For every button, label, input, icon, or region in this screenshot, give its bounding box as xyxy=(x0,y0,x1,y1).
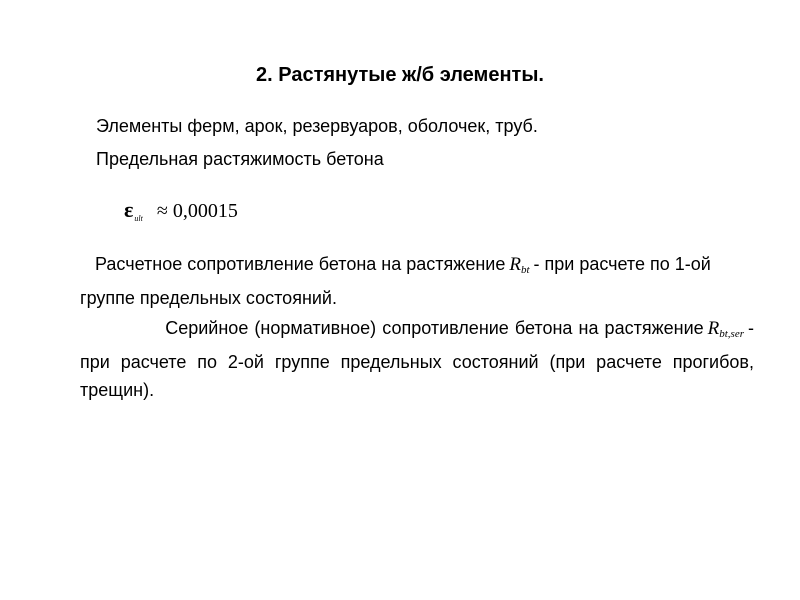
formula-epsilon-subscript: ult xyxy=(134,214,143,223)
paragraph-design-text-before: Расчетное сопротивление бетона на растяжение xyxy=(95,254,506,274)
symbol-rbt-ser-subscript: bt,ser xyxy=(719,328,744,340)
symbol-rbt-letter: R xyxy=(509,254,521,275)
paragraph-normative-resistance xyxy=(80,314,754,404)
paragraph-design-resistance xyxy=(80,250,754,312)
paragraph-design-text-after: - при расчете по 1-ой группе предельных состояний. xyxy=(80,254,711,308)
symbol-rbt-ser-letter: R xyxy=(707,318,720,339)
formula-epsilon-symbol: ε xyxy=(124,197,134,222)
text-tensile-strain-label: Предельная растяжимость бетона xyxy=(96,149,384,169)
slide-title: 2. Растянутые ж/б элементы. xyxy=(256,64,544,86)
text-elements-list: Элементы ферм, арок, резервуаров, оболочек, труб. xyxy=(96,116,538,136)
symbol-rbt-ser xyxy=(708,315,744,348)
paragraph-normative-text-after: - при расчете по 2-ой группе предельных состояний (при расчете прогибов, трещин). xyxy=(80,318,754,400)
formula-value: ≈ 0,00015 xyxy=(156,200,238,222)
symbol-rbt-subscript: bt xyxy=(520,264,530,276)
paragraph-normative-text-before: Серийное (нормативное) сопротивление бетона на растяжение xyxy=(165,318,704,338)
symbol-rbt xyxy=(509,251,529,284)
formula-ultimate-strain xyxy=(124,196,238,233)
